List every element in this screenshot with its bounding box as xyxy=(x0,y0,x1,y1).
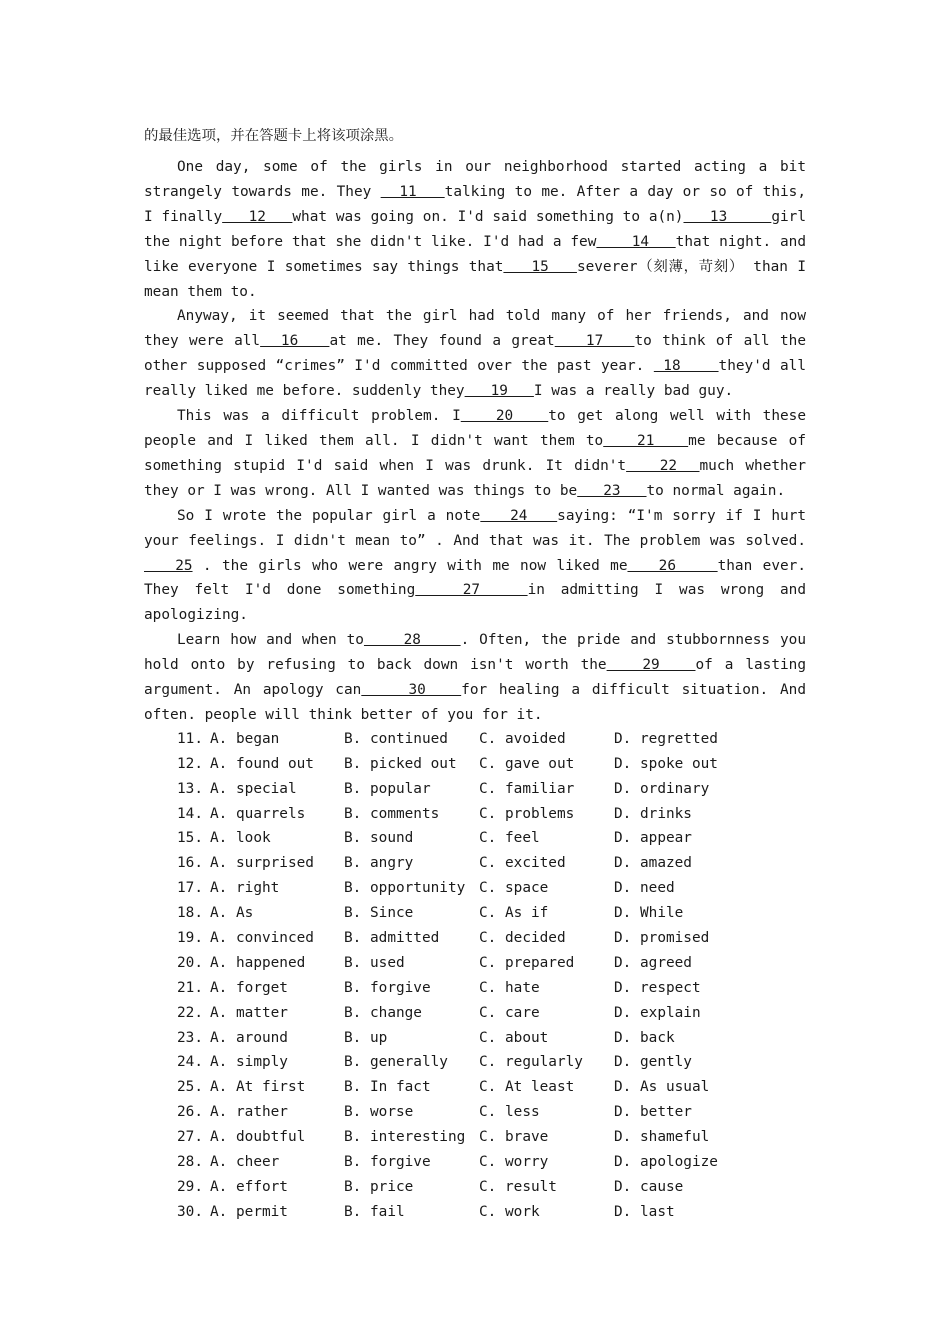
option-a: A. special xyxy=(210,780,297,797)
option-b: B. In fact xyxy=(344,1079,431,1096)
option-d: D. As usual xyxy=(614,1079,710,1096)
blank-27: 27 xyxy=(415,582,528,599)
blank-17: 17 xyxy=(554,333,635,350)
question-row xyxy=(144,1051,806,1076)
question-row xyxy=(144,827,806,852)
option-d: D. better xyxy=(614,1104,692,1121)
passage-text: to get along well with these people and I liked them all. I didn't want them to xyxy=(144,408,806,449)
passage-text: to normal again. xyxy=(646,482,786,499)
passage-text: girl the night before that she didn't like. I'd had a few xyxy=(144,208,807,250)
passage-text: what was going on. I'd said something to a(n) xyxy=(292,208,684,225)
option-a: A. effort xyxy=(210,1178,288,1195)
blank-16: 16 xyxy=(260,333,330,350)
option-b: B. worse xyxy=(344,1104,414,1121)
question-number: 25. xyxy=(177,1079,203,1096)
option-a: A. cheer xyxy=(210,1153,280,1170)
question-row xyxy=(144,1151,806,1176)
option-a: A. As xyxy=(210,905,254,922)
question-number: 12. xyxy=(177,755,203,772)
question-row xyxy=(144,852,806,877)
question-number: 17. xyxy=(177,880,203,897)
question-number: 28. xyxy=(177,1153,203,1170)
option-d: D. ordinary xyxy=(614,780,710,797)
question-row xyxy=(144,1027,806,1052)
blank-20: 20 xyxy=(460,408,549,425)
question-row xyxy=(144,728,806,753)
option-a: A. matter xyxy=(210,1004,288,1021)
question-number: 20. xyxy=(177,954,203,971)
passage-text: of a lasting argument. An apology can xyxy=(144,657,806,699)
option-b: B. opportunity xyxy=(344,880,466,897)
passage-text: This was a difficult problem. I xyxy=(177,408,461,425)
option-b: B. forgive xyxy=(344,1153,431,1170)
question-row xyxy=(144,877,806,902)
option-d: D. agreed xyxy=(614,954,692,971)
option-d: D. amazed xyxy=(614,855,692,872)
option-d: D. regretted xyxy=(614,730,718,747)
option-c: C. gave out xyxy=(479,755,575,772)
option-b: B. continued xyxy=(344,730,448,747)
option-b: B. change xyxy=(344,1004,422,1021)
option-d: D. drinks xyxy=(614,805,692,822)
question-row xyxy=(144,778,806,803)
question-number: 24. xyxy=(177,1054,203,1071)
option-d: D. last xyxy=(614,1203,675,1220)
option-d: D. apologize xyxy=(614,1153,718,1170)
blank-23: 23 xyxy=(577,482,647,499)
option-b: B. comments xyxy=(344,805,440,822)
passage-text: Learn how and when to xyxy=(177,632,364,649)
question-row xyxy=(144,902,806,927)
option-c: C. familiar xyxy=(479,780,575,797)
option-a: A. At first xyxy=(210,1079,306,1096)
instruction-header: 的最佳选项，并在答题卡上将该项涂黑。 xyxy=(144,128,404,144)
passage-text: much whether they or I was wrong. All I wanted was things to be xyxy=(144,457,807,499)
option-d: D. promised xyxy=(614,929,710,946)
question-row xyxy=(144,1002,806,1027)
paragraph-5 xyxy=(144,628,806,728)
blank-21: 21 xyxy=(603,432,689,449)
question-row xyxy=(144,1126,806,1151)
option-c: C. brave xyxy=(479,1129,549,1146)
option-a: A. permit xyxy=(210,1203,288,1220)
question-number: 26. xyxy=(177,1104,203,1121)
option-b: B. picked out xyxy=(344,755,457,772)
option-a: A. found out xyxy=(210,755,314,772)
blank-28: 28 xyxy=(363,632,461,649)
option-d: D. shameful xyxy=(614,1129,710,1146)
option-b: B. Since xyxy=(344,905,414,922)
option-b: B. generally xyxy=(344,1054,448,1071)
option-a: A. doubtful xyxy=(210,1129,306,1146)
question-row xyxy=(144,952,806,977)
question-number: 23. xyxy=(177,1029,203,1046)
passage-text: . the girls who were angry with me now liked me xyxy=(192,557,628,574)
option-c: C. avoided xyxy=(479,730,566,747)
paragraph-3 xyxy=(144,404,806,504)
question-number: 21. xyxy=(177,979,203,996)
question-number: 15. xyxy=(177,830,203,847)
option-c: C. prepared xyxy=(479,954,575,971)
blank-18: 18 xyxy=(653,358,719,375)
document-page xyxy=(144,124,806,1226)
question-number: 19. xyxy=(177,929,203,946)
option-c: C. As if xyxy=(479,905,549,922)
option-c: C. care xyxy=(479,1004,540,1021)
option-b: B. popular xyxy=(344,780,431,797)
option-d: D. explain xyxy=(614,1004,701,1021)
option-d: D. respect xyxy=(614,979,701,996)
option-c: C. feel xyxy=(479,830,540,847)
option-b: B. interesting xyxy=(344,1129,466,1146)
option-c: C. decided xyxy=(479,929,566,946)
option-b: B. fail xyxy=(344,1203,405,1220)
passage-text: me because of something stupid I'd said when I was drunk. It didn't xyxy=(144,432,807,474)
question-number: 13. xyxy=(177,780,203,797)
options-list xyxy=(144,728,806,1226)
option-a: A. surprised xyxy=(210,855,314,872)
blank-19: 19 xyxy=(464,383,534,400)
option-c: C. hate xyxy=(479,979,540,996)
option-c: C. space xyxy=(479,880,549,897)
option-a: A. rather xyxy=(210,1104,288,1121)
passage-text: . Often, the pride and stubbornness you hold onto by refusing to back down isn't worth the xyxy=(144,632,806,674)
blank-30: 30 xyxy=(361,682,462,699)
option-d: D. spoke out xyxy=(614,755,718,772)
question-number: 18. xyxy=(177,905,203,922)
question-number: 30. xyxy=(177,1203,203,1220)
question-number: 11. xyxy=(177,730,203,747)
option-b: B. angry xyxy=(344,855,414,872)
option-b: B. used xyxy=(344,954,405,971)
question-row xyxy=(144,803,806,828)
option-a: A. simply xyxy=(210,1054,288,1071)
question-row xyxy=(144,753,806,778)
question-number: 16. xyxy=(177,855,203,872)
blank-24: 24 xyxy=(480,507,558,524)
passage-text: talking to me. After a day or so of this, I finally xyxy=(144,183,806,225)
passage-text: they'd all really liked me before. suddenly they xyxy=(144,358,806,400)
paragraph-2 xyxy=(144,304,806,404)
option-b: B. sound xyxy=(344,830,414,847)
option-a: A. look xyxy=(210,830,271,847)
passage-text: that night. and like everyone I sometimes say things that xyxy=(144,233,806,275)
question-row xyxy=(144,977,806,1002)
question-row xyxy=(144,1201,806,1226)
option-b: B. admitted xyxy=(344,929,440,946)
passage-text: saying: “I'm sorry if I hurt your feelings. I didn't mean to” . And that was it. The problem was solved. xyxy=(144,507,807,549)
question-row xyxy=(144,1176,806,1201)
question-number: 22. xyxy=(177,1004,203,1021)
paragraph-1 xyxy=(144,155,806,304)
blank-25: 25 xyxy=(144,557,193,574)
question-row xyxy=(144,927,806,952)
option-c: C. excited xyxy=(479,855,566,872)
passage-text: at me. They found a great xyxy=(329,333,555,350)
option-c: C. At least xyxy=(479,1079,575,1096)
blank-22: 22 xyxy=(626,457,700,474)
option-c: C. less xyxy=(479,1104,540,1121)
passage-text: Anyway, it seemed that the girl had told many of her friends, and now they were all xyxy=(144,308,806,350)
passage-text: for healing a difficult situation. And often. people will think better of you for it. xyxy=(144,682,806,723)
option-a: A. happened xyxy=(210,954,306,971)
passage-text: than ever. They felt I'd done something xyxy=(144,557,806,599)
passage-text: severer xyxy=(576,258,638,275)
option-a: A. convinced xyxy=(210,929,314,946)
option-c: C. work xyxy=(479,1203,540,1220)
question-number: 29. xyxy=(177,1178,203,1195)
passage-text: One day, some of the girls in our neighborhood started acting a bit strangely towards me. They xyxy=(144,159,806,200)
paragraph-4 xyxy=(144,504,806,629)
blank-14: 14 xyxy=(596,233,676,250)
blank-15: 15 xyxy=(503,258,577,275)
passage-text: than I mean them to. xyxy=(144,258,806,300)
chinese-gloss: （刻薄，苛刻） xyxy=(637,258,744,275)
question-row xyxy=(144,1076,806,1101)
option-d: D. back xyxy=(614,1029,675,1046)
option-b: B. forgive xyxy=(344,979,431,996)
option-d: D. gently xyxy=(614,1054,692,1071)
blank-13: 13 xyxy=(683,208,772,225)
option-a: A. forget xyxy=(210,979,288,996)
option-c: C. regularly xyxy=(479,1054,583,1071)
option-a: A. began xyxy=(210,730,280,747)
option-a: A. quarrels xyxy=(210,805,306,822)
option-c: C. problems xyxy=(479,805,575,822)
passage-text: I was a really bad guy. xyxy=(533,383,734,400)
blank-11: 11 xyxy=(380,183,445,200)
option-b: B. price xyxy=(344,1178,414,1195)
option-c: C. about xyxy=(479,1029,549,1046)
blank-29: 29 xyxy=(606,657,696,674)
option-d: D. While xyxy=(614,905,684,922)
blank-26: 26 xyxy=(627,557,718,574)
question-number: 27. xyxy=(177,1129,203,1146)
option-d: D. need xyxy=(614,880,675,897)
option-c: C. result xyxy=(479,1178,557,1195)
question-number: 14. xyxy=(177,805,203,822)
option-d: D. cause xyxy=(614,1178,684,1195)
option-b: B. up xyxy=(344,1029,388,1046)
passage-text: in admitting I was wrong and apologizing. xyxy=(144,582,807,624)
passage-text: So I wrote the popular girl a note xyxy=(177,507,481,524)
option-c: C. worry xyxy=(479,1153,549,1170)
option-a: A. around xyxy=(210,1029,288,1046)
passage-text: to think of all the other supposed “crimes” I'd committed over the past year. xyxy=(144,333,806,375)
question-row xyxy=(144,1101,806,1126)
option-a: A. right xyxy=(210,880,280,897)
blank-12: 12 xyxy=(222,208,293,225)
option-d: D. appear xyxy=(614,830,692,847)
